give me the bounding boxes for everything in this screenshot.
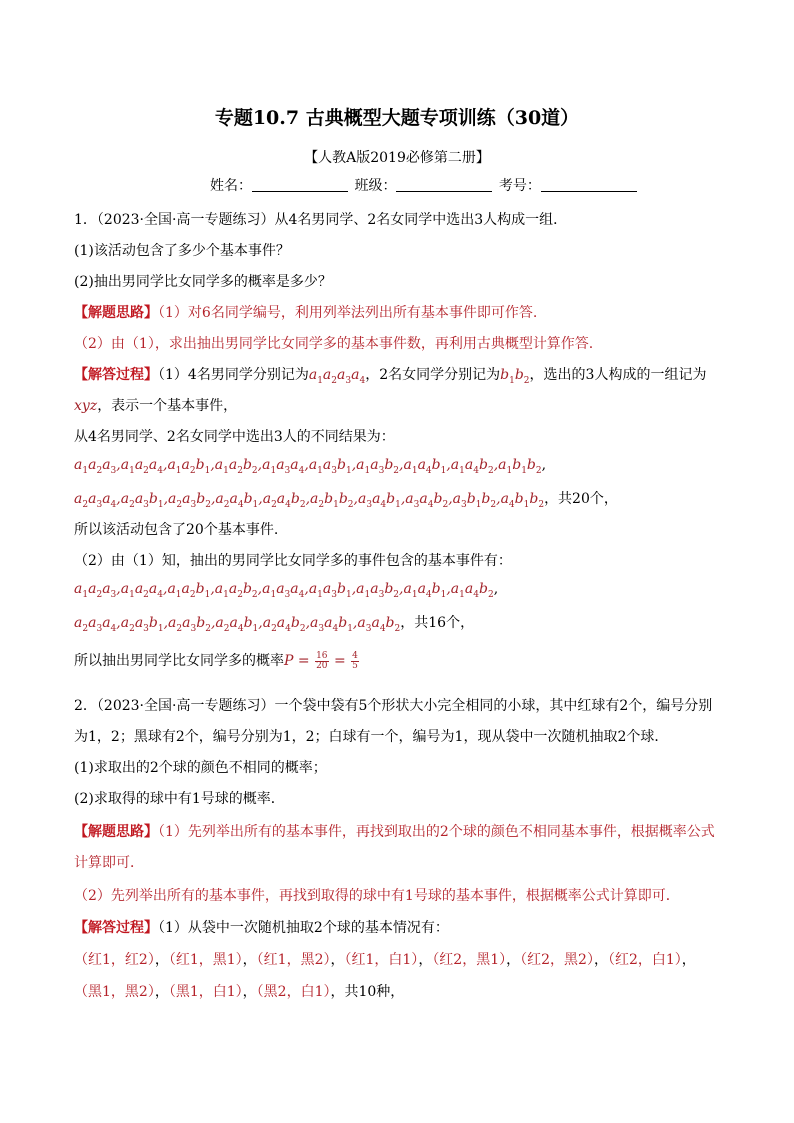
- student-info-line: [210, 175, 639, 195]
- q2-idea1: 【解题思路】（1）先列举出所有的基本事件，再找到取出的2个球的颜色不相同基本事件，根据概率公式: [74, 824, 715, 840]
- q1-favorable-row2: $a_2a_3a_4,a_2a_3b_1,a_2a_3b_2,a_2a_4b_1,a_2a_4b_2,a_3a_4b_1,a_3a_4b_2$，共16个，: [74, 615, 475, 634]
- q1-outcomes-row1: $a_1a_2a_3,a_1a_2a_4,a_1a_2b_1,a_1a_2b_2,a_1a_3a_4,a_1a_3b_1,a_1a_3b_2,a_1a_4b_1,a_1a_4b_2,a_1b_1b_2$,: [74, 457, 547, 476]
- exam-blank: [541, 177, 637, 192]
- q2-proc1: 【解答过程】（1）从袋中一次随机抽取2个球的基本情况有：: [74, 920, 449, 936]
- page-subtitle: 【人教A版2019必修第二册】: [304, 150, 490, 166]
- q1-part2: (2)抽出男同学比女同学多的概率是多少？: [74, 274, 332, 290]
- pair-item: （红1，黑2）: [256, 952, 331, 968]
- class-blank: [396, 177, 492, 192]
- q1-proc1: 【解答过程】（1）4名男同学分别记为$a_1a_2a_3a_4$，2名女同学分别记为$b_1b_2$，选出的3人构成的一组记为: [74, 367, 707, 386]
- idea-tag: 【解题思路】: [74, 305, 158, 321]
- page-title: 专题10.7 古典概型大题专项训练（30道）: [214, 107, 580, 129]
- pair-item: （红1，红2）: [74, 952, 155, 968]
- q1-idea1: 【解题思路】（1）对6名同学编号，利用列举法列出所有基本事件即可作答.: [74, 305, 538, 321]
- q1-idea2: （2）由（1），求出抽出男同学比女同学多的基本事件数，再利用古典概型计算作答.: [74, 336, 594, 352]
- pair-item: （红1，白1）: [344, 952, 419, 968]
- class-label: 班级：: [354, 178, 397, 194]
- pair-item: （红2，白1）: [607, 952, 682, 968]
- name-label: 姓名：: [210, 178, 252, 194]
- q1-proc2: 从4名男同学、2名女同学中选出3人的不同结果为：: [74, 429, 395, 445]
- idea-tag: 【解题思路】: [74, 824, 158, 840]
- fraction-16-20: $\frac{16}{20}$: [316, 650, 328, 671]
- q1-outcomes-row2: $a_2a_3a_4,a_2a_3b_1,a_2a_3b_2,a_2a_4b_1,a_2a_4b_2,a_2b_1b_2,a_3a_4b_1,a_3a_4b_2,a_3b_1b_2,a_4b_1b_2$，共20个，: [74, 491, 618, 510]
- pair-item: （红2，黑1）: [432, 952, 507, 968]
- q2-pairs-row2: （黑1，黑2），（黑1，白1），（黑2，白1），共10种，: [74, 984, 405, 1000]
- q1-proc3: （2）由（1）知，抽出的男同学比女同学多的事件包含的基本事件有：: [74, 553, 512, 569]
- pair-item: （黑2，白1）: [256, 984, 331, 1000]
- q2-stem-line2: 为1，2；黑球有2个，编号分别为1，2；白球有一个，编号为1，现从袋中一次随机抽取2个球．: [74, 729, 669, 745]
- q2-idea2: （2）先列举出所有的基本事件，再找到取得的球中有1号球的基本事件，根据概率公式计算即可．: [74, 888, 680, 904]
- pair-item: （红1，黑1）: [168, 952, 243, 968]
- process-tag: 【解答过程】: [74, 920, 158, 936]
- pair-item: （黑1，白1）: [168, 984, 243, 1000]
- q1-conclusion1: 所以该活动包含了20个基本事件.: [74, 522, 279, 538]
- q2-part2: (2)求取得的球中有1号球的概率．: [74, 791, 285, 807]
- process-tag: 【解答过程】: [74, 367, 158, 383]
- q1-stem: 1．（2023·全国·高一专题练习）从4名男同学、2名女同学中选出3人构成一组．: [74, 212, 568, 228]
- pair-item: （黑1，黑2）: [74, 984, 155, 1000]
- q1-part1: (1)该活动包含了多少个基本事件？: [74, 243, 290, 259]
- q1-favorable-row1: $a_1a_2a_3,a_1a_2a_4,a_1a_2b_1,a_1a_2b_2,a_1a_3a_4,a_1a_3b_1,a_1a_3b_2,a_1a_4b_1,a_1a_4b_2$,: [74, 581, 499, 600]
- q2-part1: (1)求取出的2个球的颜色不相同的概率；: [74, 760, 327, 776]
- q2-idea1-cont: 计算即可．: [74, 855, 144, 871]
- q2-pairs-row1: （红1，红2），（红1，黑1），（红1，黑2），（红1，白1），（红2，黑1），（红2，黑2），（红2，白1），: [74, 952, 696, 968]
- fraction-4-5: $\frac{4}{5}$: [352, 650, 358, 671]
- q1-proc1-cont: xyz，表示一个基本事件，: [74, 398, 238, 414]
- name-blank: [252, 177, 348, 192]
- exam-label: 考号：: [498, 178, 541, 194]
- pair-item: （红2，黑2）: [520, 952, 594, 968]
- q2-stem-line1: 2．（2023·全国·高一专题练习）一个袋中袋有5个形状大小完全相同的小球，其中红球有2个，编号分别: [74, 698, 713, 714]
- q1-conclusion2: 所以抽出男同学比女同学多的概率P = $\frac{16}{20}$ = $\frac{4}{5}$: [74, 650, 358, 671]
